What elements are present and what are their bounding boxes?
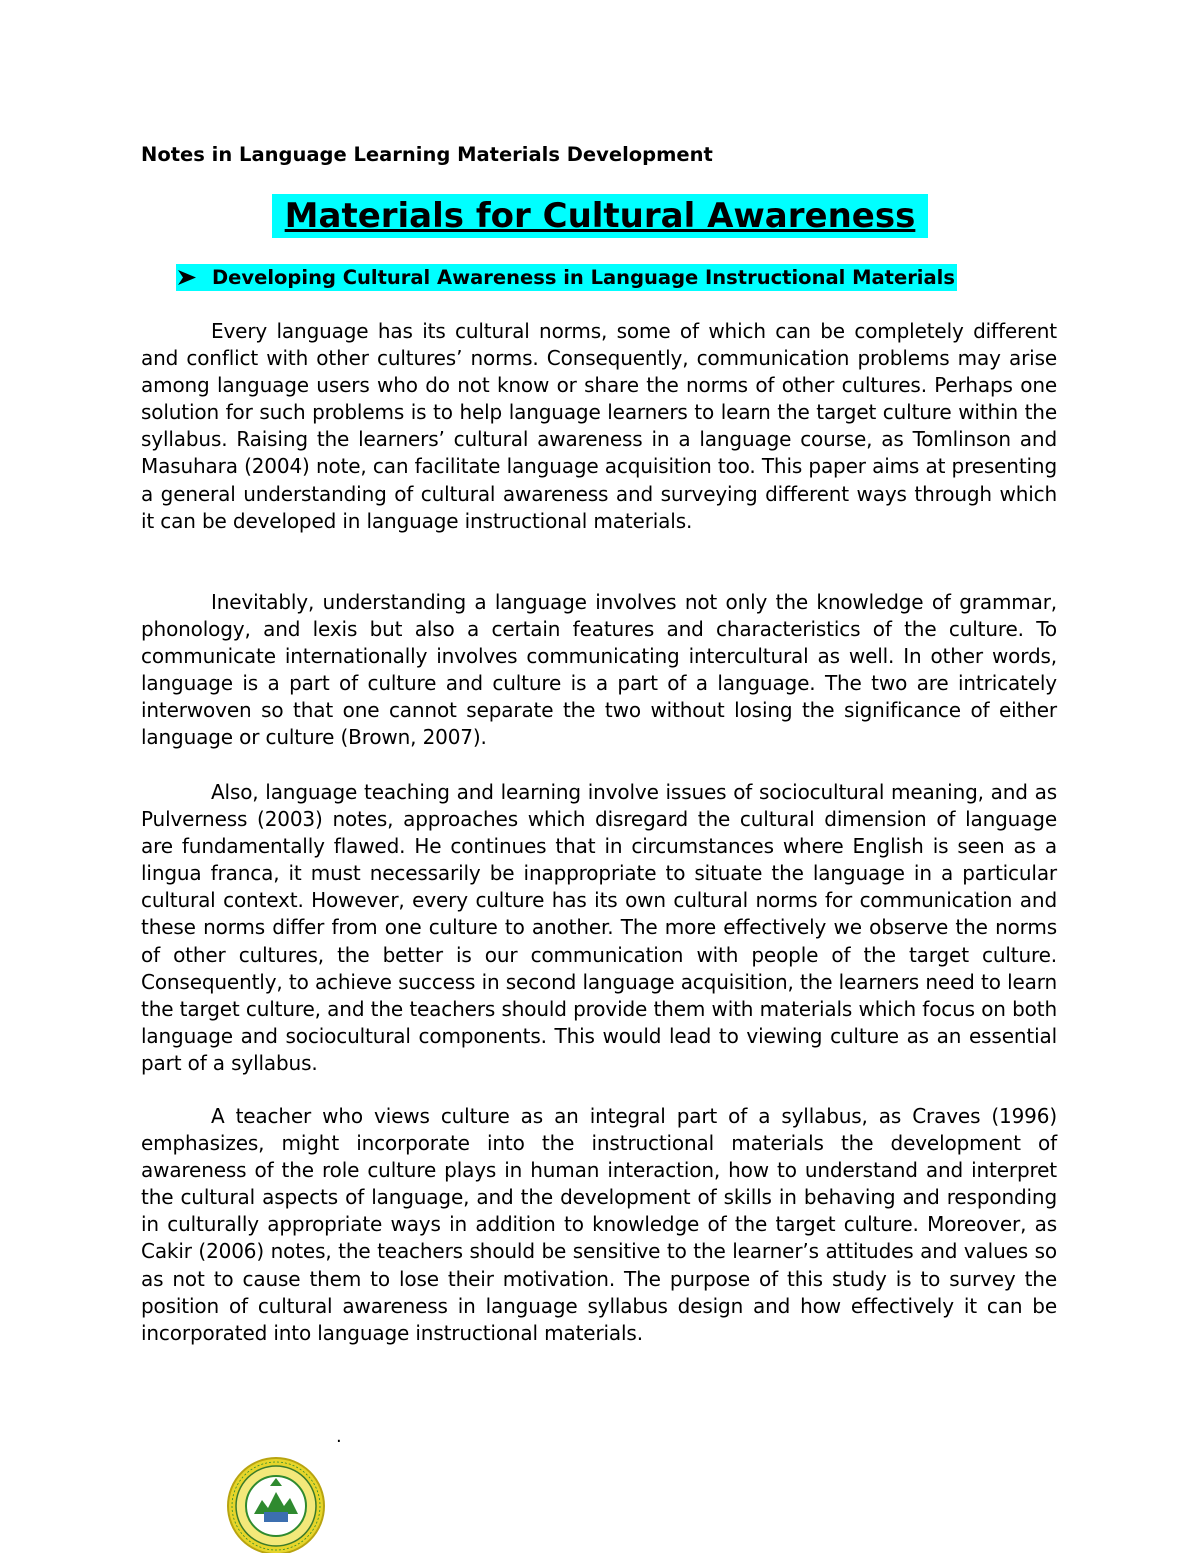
section-subheading: [176, 264, 957, 291]
paragraph-intro: Every language has its cultural norms, some of which can be completely different and conflict with other cultures’ norms. Consequently, communication problems may arise among language users who do not know or share the norms of other cultures. Perhaps one solution for such problems is to help language learners to learn the target culture within the syllabus. Raising the learners’ cultural awareness in a language course, as Tomlinson and Masuhara (2004) note, can facilitate language acquisition too. This paper aims at presenting a general understanding of cultural awareness and surveying different ways through which it can be developed in language instructional materials.: [141, 319, 1057, 533]
arrowhead-bullet-icon: [176, 264, 198, 291]
paragraph-syllabus: A teacher who views culture as an integral part of a syllabus, as Craves (1996) emphasizes, might incorporate into the instructional materials the development of awareness of the role culture plays in human interaction, how to understand and interpret the cultural aspects of language, and the development of skills in behaving and responding in culturally appropriate ways in addition to knowledge of the target culture. Moreover, as Cakir (2006) notes, the teachers should be sensitive to the learner’s attitudes and values so as not to cause them to lose their motivation. The purpose of this study is to survey the position of cultural awareness in language syllabus design and how effectively it can be incorporated into language instructional materials.: [141, 1104, 1057, 1345]
footer-mark: .: [336, 1426, 342, 1447]
paragraph-sociocultural: Also, language teaching and learning involve issues of sociocultural meaning, and as Pulverness (2003) notes, approaches which disregard the cultural dimension of language are fundamentally flawed. He continues that in circumstances where English is seen as a lingua franca, it must necessarily be inappropriate to situate the language in a particular cultural context. However, every culture has its own cultural norms for communication and these norms differ from one culture to another. The more effectively we observe the norms of other cultures, the better is our communication with people of the target culture. Consequently, to achieve success in second language acquisition, the learners need to learn the target culture, and the teachers should provide them with materials which focus on both language and sociocultural components. This would lead to viewing culture as an essential part of a syllabus.: [141, 780, 1057, 1075]
subheading-text: Developing Cultural Awareness in Language Instructional Materials: [198, 264, 957, 291]
paragraph-language-culture: Inevitably, understanding a language involves not only the knowledge of grammar, phonology, and lexis but also a certain features and characteristics of the culture. To communicate internationally involves communicating intercultural as well. In other words, language is a part of culture and culture is a part of a language. The two are intricately interwoven so that one cannot separate the two without losing the significance of either language or culture (Brown, 2007).: [141, 590, 1057, 750]
header-note: Notes in Language Learning Materials Development: [141, 143, 713, 166]
university-seal-icon: [226, 1456, 326, 1553]
page-title: Materials for Cultural Awareness: [272, 194, 928, 238]
